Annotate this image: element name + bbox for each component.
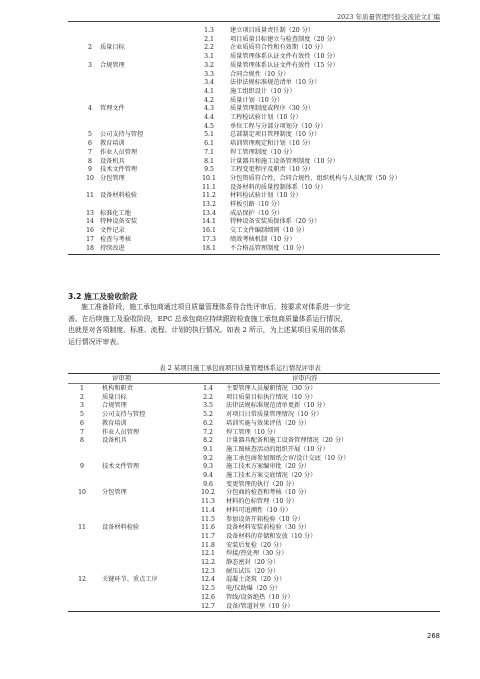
paragraph-line: 也就是对各项制度、标准、流程、计划的执行情况。如表 2 所示，为上述某项目采用的体系 — [68, 326, 346, 335]
row-content: 焊接/热处理（30 分） — [226, 550, 288, 558]
table-row — [68, 236, 440, 245]
table-row — [68, 71, 440, 80]
row-number: 18 — [86, 244, 94, 252]
table-row — [68, 489, 440, 498]
row-content: 总部制定项目管理制度（10 分） — [230, 131, 321, 139]
row-code: 4.1 — [204, 87, 214, 95]
table-row — [68, 175, 440, 184]
row-content: 绩效考核机制（10 分） — [230, 235, 296, 243]
row-number: 4 — [88, 105, 92, 113]
table-row — [68, 446, 440, 455]
row-content: 静态密封（20 分） — [226, 559, 280, 566]
row-content: 法律法规标准规范清单更新（10 分） — [226, 402, 329, 410]
row-code: 9.6 — [203, 480, 213, 488]
table-row — [68, 53, 440, 62]
row-content: 电/仪助爆（20 分） — [226, 585, 282, 593]
table-row — [68, 192, 440, 201]
row-content: 安装后复检（20 分） — [226, 541, 286, 549]
row-code: 7.2 — [203, 428, 213, 436]
row-number: 12 — [78, 576, 86, 584]
row-code: 11.6 — [201, 524, 215, 532]
row-item: 设备机具 — [100, 157, 125, 165]
table-2-caption: 表 2 某项目施工承包商项目质量管理体系运行情况评审表 — [159, 364, 321, 372]
table-row — [68, 437, 440, 446]
row-content: 培训管理规定和计划（10 分） — [230, 140, 315, 148]
table-row — [68, 201, 440, 210]
row-code: 9.2 — [203, 454, 213, 462]
row-number: 10 — [86, 174, 94, 182]
table-row — [68, 455, 440, 464]
table-row — [68, 507, 440, 516]
row-code: 12.6 — [201, 593, 215, 601]
row-code: 13.4 — [202, 209, 216, 217]
row-number: 17 — [86, 235, 94, 243]
row-code: 4.5 — [204, 122, 214, 130]
row-content: 材料的色标管理（10 分） — [226, 498, 298, 506]
table-row — [68, 516, 440, 525]
row-code: 12.5 — [201, 585, 215, 593]
row-code: 3.4 — [204, 79, 214, 87]
row-number: 5 — [88, 131, 92, 139]
row-item: 持续改进 — [100, 244, 125, 252]
table-row — [68, 158, 440, 167]
row-content: 计量器具和施工设备管理制度（10 分） — [230, 157, 339, 165]
header-rule — [68, 21, 440, 22]
row-code: 4.2 — [204, 96, 214, 104]
row-item: 检查与考核 — [100, 235, 131, 243]
header-title: 2023 年质量管理经验交流论文汇编 — [336, 13, 440, 21]
table-row — [68, 594, 440, 603]
row-content: 施工技术方案交底情况（20 分） — [226, 472, 317, 479]
table-row — [68, 420, 440, 429]
row-content: 培训实施与效果评估（20 分） — [226, 419, 311, 427]
row-item: 设备材料检验 — [102, 524, 140, 532]
row-content: 材料可追溯性（10 分） — [226, 506, 292, 514]
table-row — [68, 44, 440, 53]
row-code: 13.2 — [202, 201, 216, 208]
row-number: 9 — [88, 166, 92, 174]
row-content: 质量管理体系认证文件有效性（15 分） — [230, 61, 339, 69]
table-1-bottom-rule — [68, 254, 440, 255]
row-content: 耐压试压（20 分） — [226, 567, 280, 575]
row-number: 11 — [86, 192, 94, 200]
row-content: 法律法规标准规范清单（10 分） — [230, 79, 321, 87]
row-item: 机构和职责 — [102, 385, 133, 392]
row-content: 合同合规性（10 分） — [230, 70, 290, 78]
row-item: 教育培训 — [100, 140, 125, 148]
row-content: 工程变更程序及职责（10 分） — [230, 166, 315, 174]
row-content: 特种设备安装质保体系（20 分） — [230, 218, 321, 226]
row-item: 质量目标 — [102, 393, 127, 401]
row-code: 11.4 — [201, 506, 215, 514]
row-code: 6.2 — [203, 419, 213, 427]
table-row — [68, 123, 440, 132]
row-code: 14.1 — [202, 218, 216, 226]
row-item: 分包管理 — [100, 174, 125, 182]
row-number: 7 — [88, 148, 92, 156]
table-row — [68, 149, 440, 158]
table-row — [68, 245, 440, 254]
row-number: 3 — [80, 402, 84, 410]
row-item: 作业人员管理 — [102, 428, 140, 436]
row-item: 合规管理 — [100, 61, 125, 69]
row-number: 6 — [80, 419, 84, 427]
row-code: 8.1 — [204, 157, 214, 165]
paragraph-line: 运行情况评审表。 — [68, 337, 124, 346]
row-number: 7 — [80, 428, 84, 436]
row-number: 11 — [78, 524, 86, 532]
row-code: 18.1 — [202, 244, 216, 252]
row-content: 设备/管道衬里（10 分） — [226, 602, 294, 610]
row-code: 3.5 — [203, 402, 213, 410]
row-code: 5.2 — [203, 411, 213, 419]
paragraph-line: 施工准备阶段，施工承包商通过项目质量管理体系符合性评审后，按要求对体系进一步完 — [81, 303, 350, 311]
row-code: 3.1 — [204, 53, 214, 61]
row-code: 2.2 — [204, 44, 214, 52]
row-number: 10 — [78, 489, 86, 497]
table-row — [68, 114, 440, 123]
row-content: 企业质质符合性和有效期（10 分） — [230, 44, 327, 52]
row-number: 3 — [88, 61, 92, 69]
row-number: 6 — [88, 140, 92, 148]
row-content: 计量器具配备和施工设备管理情况（20 分） — [226, 437, 348, 445]
row-content: 主要管理人员履职情况（30 分） — [226, 385, 317, 392]
row-code: 9.5 — [204, 166, 214, 174]
row-content: 施工组织设计（10 分） — [230, 87, 296, 95]
row-content: 设备材料安装前检验（30 分） — [226, 524, 311, 532]
table-2-header — [68, 374, 440, 383]
row-content: 设备材料的存储和发放（10 分） — [226, 532, 317, 540]
table-2-header-rule — [68, 383, 440, 384]
section-paragraph — [68, 302, 442, 348]
row-content: 工程检试验计划（10 分） — [230, 114, 302, 121]
row-content: 参加设备开箱检验（10 分） — [226, 515, 304, 523]
row-code: 12.1 — [201, 550, 215, 558]
table-row — [68, 218, 440, 227]
row-code: 11.3 — [201, 498, 215, 506]
row-code: 11.5 — [201, 515, 215, 523]
table-row — [68, 36, 440, 45]
row-item: 合规管理 — [102, 402, 127, 410]
row-code: 5.1 — [204, 131, 214, 139]
row-number: 8 — [80, 437, 84, 445]
row-code: 11.1 — [202, 183, 216, 191]
row-content: 质量管理体系认证文件有效性（10 分） — [230, 53, 339, 61]
table-row — [68, 166, 440, 175]
table-row — [68, 184, 440, 193]
row-code: 1.4 — [203, 385, 213, 392]
row-number: 9 — [80, 463, 84, 471]
row-code: 4.3 — [204, 105, 214, 113]
row-number: 8 — [88, 157, 92, 165]
row-code: 11.8 — [201, 541, 215, 549]
row-number: 14 — [86, 218, 94, 226]
row-code: 9.3 — [203, 463, 213, 471]
row-item: 公司支持与管控 — [102, 411, 146, 419]
table-row — [68, 394, 440, 403]
table-row — [68, 603, 440, 612]
row-code: 12.2 — [201, 559, 215, 566]
table-row — [68, 411, 440, 420]
row-number: 5 — [80, 411, 84, 419]
row-content: 施工图核查活动的组织开展（10 分） — [226, 445, 329, 453]
table-row — [68, 463, 440, 472]
row-item: 管理文件 — [100, 105, 125, 113]
table-row — [68, 524, 440, 533]
table-row — [68, 472, 440, 481]
row-code: 7.1 — [204, 148, 214, 156]
row-number: 13 — [86, 209, 94, 217]
row-item: 技术文件管理 — [102, 463, 140, 471]
row-item: 作业人员管理 — [100, 148, 138, 156]
table-row — [68, 429, 440, 438]
row-item: 分包管理 — [102, 489, 127, 497]
row-code: 10.1 — [202, 174, 216, 182]
table-row — [68, 105, 440, 114]
row-code: 2.1 — [204, 35, 214, 43]
table-row — [68, 576, 440, 585]
page-number: 268 — [427, 632, 440, 640]
row-code: 9.1 — [203, 445, 213, 453]
table-row — [68, 88, 440, 97]
row-content: 建立项目质量责任制（20 分） — [230, 27, 315, 34]
table-2-bottom-rule — [68, 611, 440, 612]
table-row — [68, 27, 440, 36]
row-item: 特种设备安装 — [100, 218, 138, 226]
table-row — [68, 402, 440, 411]
row-item: 设备机具 — [102, 437, 127, 445]
row-code: 16.1 — [202, 227, 216, 235]
row-code: 11.7 — [201, 532, 215, 540]
row-content: 成品保护（10 分） — [230, 209, 284, 217]
row-number: 1 — [80, 385, 84, 392]
row-content: 单位工程与分部分项划分（10 分） — [230, 122, 327, 130]
row-content: 设备材料的质量控制体系（10 分） — [230, 183, 327, 191]
table-row — [68, 559, 440, 568]
row-item: 文件记录 — [100, 227, 125, 235]
row-item: 标准化工地 — [100, 209, 131, 217]
table-row — [68, 210, 440, 219]
table-row — [68, 131, 440, 140]
row-content: 质量计划（10 分） — [230, 96, 284, 104]
row-content: 施工技术方案编审批（20 分） — [226, 463, 311, 471]
row-content: 焊工管理制度（10 分） — [230, 148, 296, 156]
header-item: 评审项 — [112, 374, 132, 382]
row-item: 关键环节、重点工序 — [102, 576, 158, 584]
table-row — [68, 97, 440, 106]
row-content: 质量管理制度或程序（30 分） — [230, 105, 315, 113]
row-code: 12.3 — [201, 567, 215, 575]
row-code: 12.7 — [201, 602, 215, 610]
section-title: 3.2 施工及验收阶段 — [68, 292, 138, 301]
row-content: 材料检试验计划（10 分） — [230, 192, 302, 200]
table-row — [68, 79, 440, 88]
row-content: 项目质量目标建立与检查制度（20 分） — [230, 35, 339, 43]
row-code: 1.3 — [204, 27, 214, 34]
row-content: 交工文件编制细则（10 分） — [230, 227, 308, 235]
row-number: 16 — [86, 227, 94, 235]
row-code: 2.2 — [203, 393, 213, 401]
row-content: 分包商的检查和考核（10 分） — [226, 489, 311, 497]
table-row — [68, 533, 440, 542]
row-code: 3.3 — [204, 70, 214, 78]
row-content: 对项目日常质量管理情况（10 分） — [226, 411, 323, 419]
table-row — [68, 62, 440, 71]
table-row — [68, 385, 440, 394]
row-item: 设备材料检验 — [100, 192, 138, 200]
table-row — [68, 481, 440, 490]
row-number: 2 — [88, 44, 92, 52]
table-row — [68, 140, 440, 149]
row-item: 质量目标 — [100, 44, 125, 52]
row-content: 混凝土浇筑（20 分） — [226, 576, 286, 584]
row-code: 17.3 — [202, 235, 216, 243]
table-row — [68, 568, 440, 577]
row-item: 公司支持与管控 — [100, 131, 144, 139]
row-content: 不合格品管理制度（10 分） — [230, 244, 308, 252]
row-code: 12.4 — [201, 576, 215, 584]
table-row — [68, 585, 440, 594]
row-code: 11.2 — [202, 192, 216, 200]
row-content: 管线/设备绝热（10 分） — [226, 593, 294, 601]
table-row — [68, 227, 440, 236]
row-code: 4.4 — [204, 114, 214, 121]
row-code: 3.2 — [204, 61, 214, 69]
row-code: 9.4 — [203, 472, 213, 479]
row-code: 6.1 — [204, 140, 214, 148]
table-row — [68, 498, 440, 507]
row-item: 教育培训 — [102, 419, 127, 427]
row-code: 8.2 — [203, 437, 213, 445]
row-content: 施工承包商参加图纸会审/设计交底（10 分） — [226, 454, 350, 462]
row-content: 样板引路（10 分） — [230, 201, 284, 208]
table-row — [68, 542, 440, 551]
row-content: 焊工管理（10 分） — [226, 428, 280, 436]
header-content: 评审内容 — [292, 374, 318, 382]
row-content: 分包资质符合性、合同合规性、组织机构与人员配置（50 分） — [230, 174, 401, 182]
paragraph-line: 善。在后续施工及验收阶段，EPC 总承包商应持续跟踪检查施工承包商质量体系运行情况， — [68, 314, 347, 323]
row-content: 项目质量目标执行情况（10 分） — [226, 393, 317, 401]
row-code: 10.2 — [201, 489, 215, 497]
table-row — [68, 550, 440, 559]
row-content: 变更管理的执行（20 分） — [226, 480, 298, 488]
row-item: 技术文件管理 — [100, 166, 138, 174]
row-number: 2 — [80, 393, 84, 401]
